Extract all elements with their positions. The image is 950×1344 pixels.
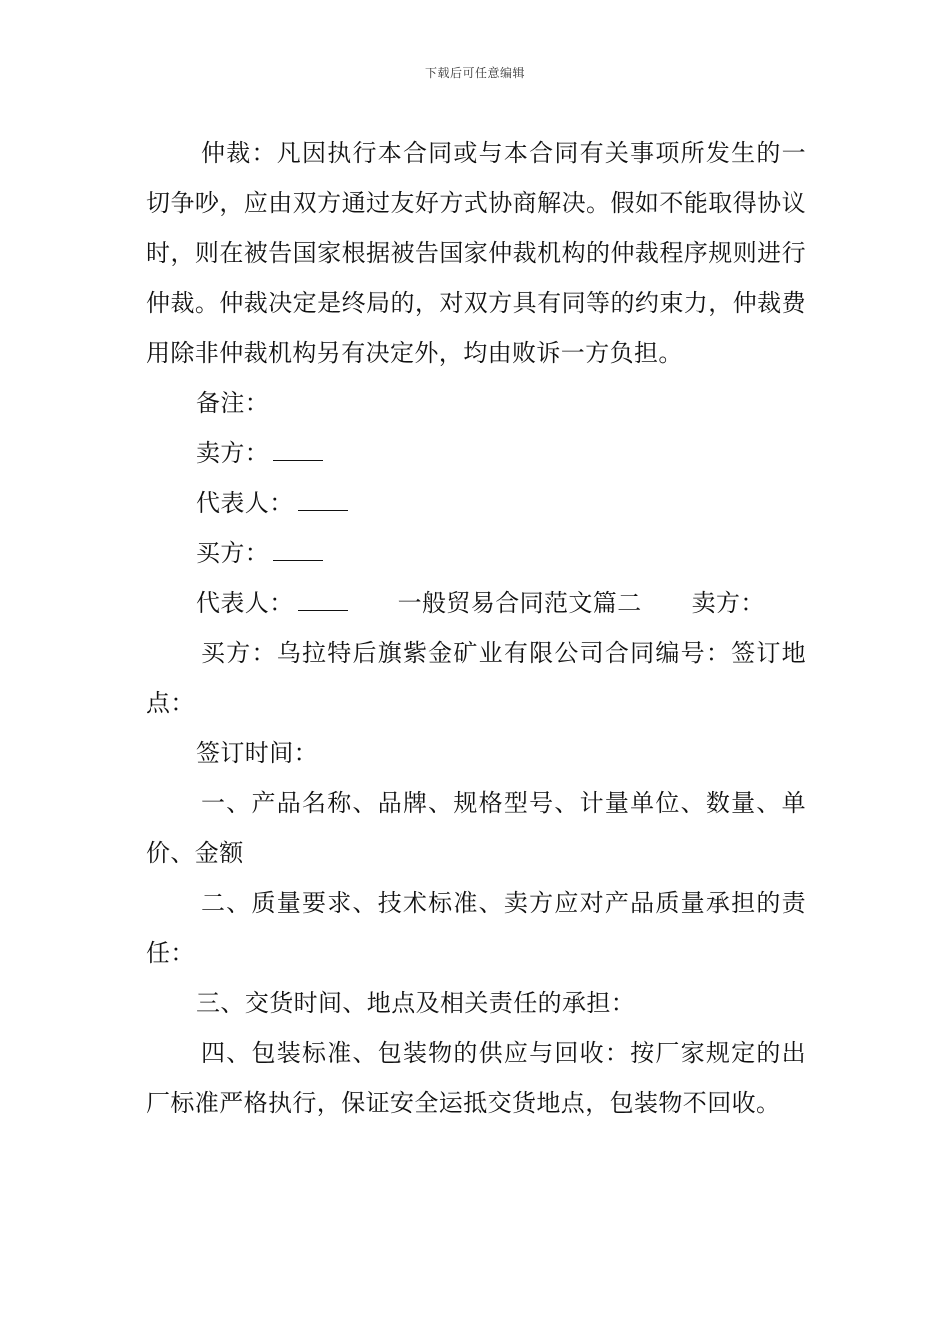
- seller-blank: [273, 442, 323, 461]
- sign-time-line: [146, 728, 806, 778]
- section-title-part2: 一般贸易合同范文篇二: [397, 589, 642, 617]
- seller-line: [146, 428, 806, 478]
- item-1-paragraph: 一、产品名称、品牌、规格型号、计量单位、数量、单价、金额: [146, 789, 806, 867]
- item-3-line: [146, 978, 806, 1028]
- arbitration-paragraph: 仲裁：凡因执行本合同或与本合同有关事项所发生的一切争吵，应由双方通过友好方式协商解决。假如不能取得协议时，则在被告国家根据被告国家仲裁机构的仲裁程序规则进行仲裁。仲裁决定是终局的，对双方具有同等的约束力，仲裁费用除非仲裁机构另有决定外，均由败诉一方负担。: [146, 139, 806, 367]
- buyer-blank: [273, 542, 323, 561]
- representative-label-2: 代表人：: [196, 589, 294, 617]
- remarks-label: 备注：: [196, 389, 270, 417]
- buyer-info-paragraph: 买方：乌拉特后旗紫金矿业有限公司合同编号：签订地点：: [146, 639, 806, 717]
- document-body: [146, 128, 806, 1128]
- buyer-label: 买方：: [196, 539, 270, 567]
- seller-label: 卖方：: [196, 439, 270, 467]
- representative-blank-1: [298, 492, 348, 511]
- representative-blank-2: [298, 592, 348, 611]
- representative-line-1: [146, 478, 806, 528]
- sign-time-label: 签订时间：: [196, 739, 318, 767]
- item-4-paragraph: 四、包装标准、包装物的供应与回收：按厂家规定的出厂标准严格执行，保证安全运抵交货地点，包装物不回收。: [146, 1039, 806, 1117]
- item-3-text: 三、交货时间、地点及相关责任的承担：: [196, 989, 636, 1017]
- representative-label-1: 代表人：: [196, 489, 294, 517]
- representative-line-2: [146, 578, 806, 628]
- remarks-line: [146, 378, 806, 428]
- seller-label-2: 卖方：: [691, 589, 765, 617]
- page-header: 下载后可任意编辑: [424, 66, 525, 80]
- item-2-paragraph: 二、质量要求、技术标准、卖方应对产品质量承担的责任：: [146, 889, 806, 967]
- buyer-line: [146, 528, 806, 578]
